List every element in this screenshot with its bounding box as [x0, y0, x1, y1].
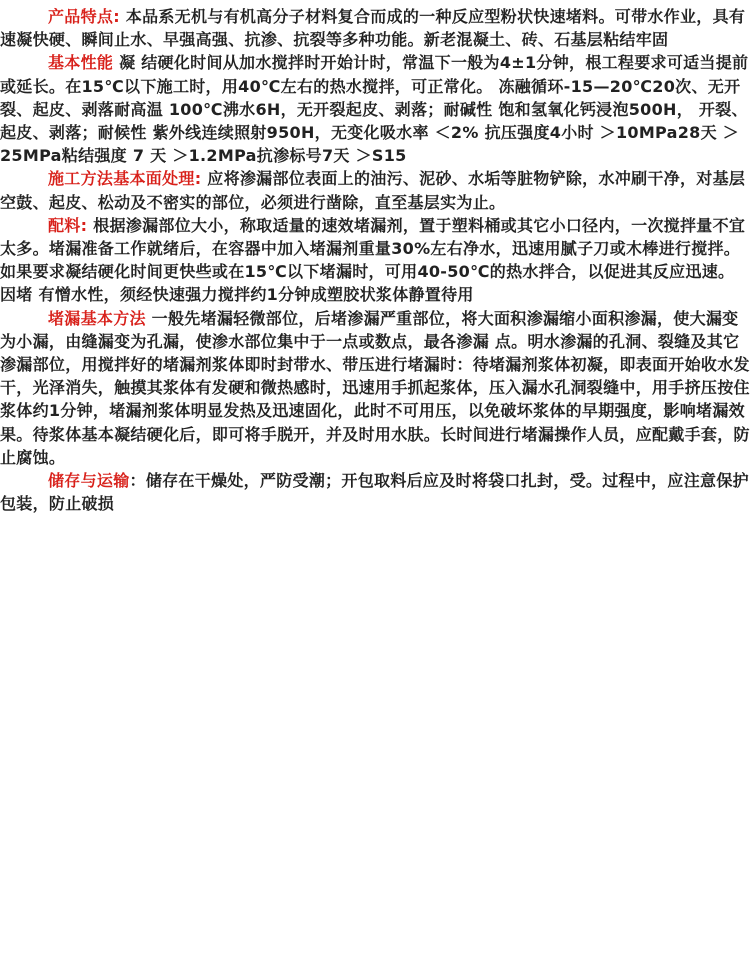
section-body-product-features: 本品系无机与有机高分子材料复合而成的一种反应型粉状快速堵料。可带水作业，具有速凝快硬、瞬间止水、早强高强、抗渗、抗裂等多种功能。新老混凝土、砖、石基层粘结牢固: [0, 7, 746, 50]
section-mixing: [0, 214, 750, 307]
section-body-basic-properties: 凝 结硬化时间从加水搅拌时开始计时，常温下一般为4±1分钟，根工程要求可适当提前或延长。在15℃以下施工时，用40℃左右的热水搅拌，可正常化。 冻融循环-15—20℃20次、无开裂、起皮、剥落耐高温 100℃沸水6H，无开裂起皮、剥落；耐碱性 饱和氢氧化钙浸泡500H， 开裂、起皮、剥落；耐候性 紫外线连续照射950H，无变化吸水率 ＜2% 抗压强度4小时 ＞10MPa28天 ＞25MPa粘结强度 7 天 ＞1.2MPa抗渗标号7天 ＞S15: [0, 53, 749, 166]
section-storage-transport: [0, 469, 750, 515]
section-body-storage-transport: ：储存在干燥处，严防受潮；开包取料后应及时将袋口扎封，受。过程中，应注意保护包装，防止破损: [0, 471, 749, 514]
section-surface-preparation: [0, 167, 750, 213]
section-body-mixing: 根据渗漏部位大小，称取适量的速效堵漏剂，置于塑料桶或其它小口径内，一次搅拌量不宜太多。堵漏准备工作就绪后，在容器中加入堵漏剂重量30%左右净水，迅速用腻子刀或木棒进行搅拌。如果要求凝结硬化时间更快些或在15℃以下堵漏时，可用40-50℃的热水拌合，以促进其反应迅速。因堵 有憎水性，须经快速强力搅拌约1分钟成塑胶状浆体静置待用: [0, 215, 746, 305]
section-product-features: [0, 5, 750, 51]
section-heading-plugging-method: 堵漏基本方法: [48, 308, 146, 328]
section-heading-mixing: 配料:: [48, 215, 88, 235]
section-plugging-method: [0, 307, 750, 469]
section-heading-storage-transport: 储存与运输: [48, 471, 130, 491]
section-heading-surface-preparation: 施工方法基本面处理:: [48, 169, 202, 189]
section-heading-product-features: 产品特点:: [48, 7, 120, 26]
section-basic-properties: [0, 51, 750, 167]
section-body-plugging-method: 一般先堵漏轻微部位，后堵渗漏严重部位，将大面积渗漏缩小面积渗漏，使大漏变为小漏，由缝漏变为孔漏，使渗水部位集中于一点或数点，最各渗漏 点。明水渗漏的孔洞、裂缝及其它渗漏部位，用搅拌好的堵漏剂浆体即时封带水、带压进行堵漏时：待堵漏剂浆体初凝，即表面开始收水发干，光泽消失，触摸其浆体有发硬和微热感时，迅速用手抓起浆体，压入漏水孔洞裂缝中，用手挤压按住浆体约1分钟，堵漏剂浆体明显发热及迅速固化，此时不可用压，以免破坏浆体的早期强度，影响堵漏效果。待浆体基本凝结硬化后，即可将手脱开，并及时用水肤。长时间进行堵漏操作人员，应配戴手套，防止腐蚀。: [0, 308, 750, 467]
section-body-surface-preparation: 应将渗漏部位表面上的油污、泥砂、水垢等脏物铲除，水冲刷干净，对基层空鼓、起皮、松动及不密实的部位，必须进行凿除，直至基层实为止。: [0, 169, 746, 212]
product-description-document: [0, 5, 750, 515]
section-heading-basic-properties: 基本性能: [48, 53, 114, 73]
